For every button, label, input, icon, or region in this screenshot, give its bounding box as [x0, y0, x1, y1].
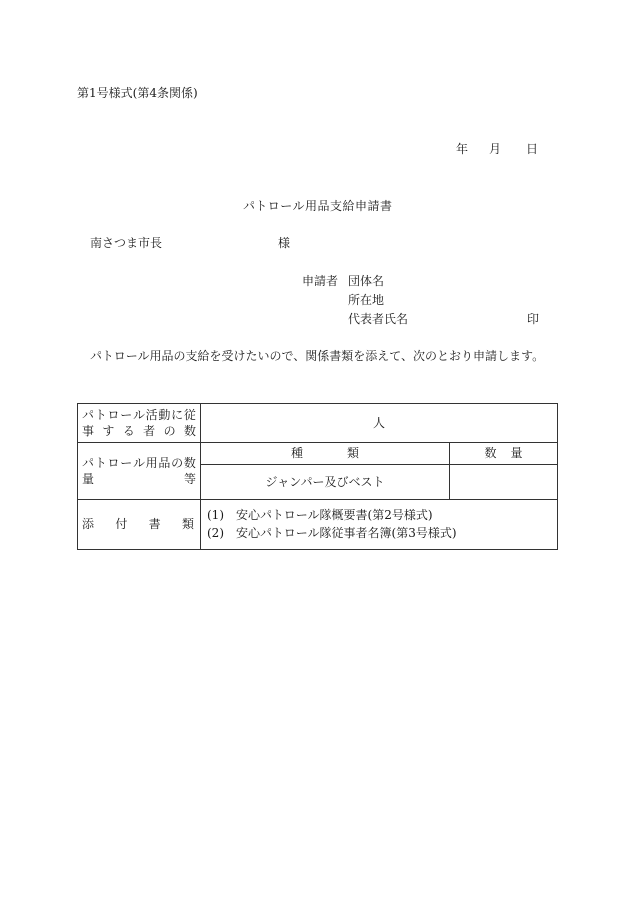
label-char: 書	[148, 517, 161, 532]
header-char: 数	[484, 446, 497, 461]
date-day-label: 日	[526, 142, 539, 156]
label-char: 等	[183, 472, 196, 486]
label-char: ロ	[107, 407, 120, 422]
label-char: の	[171, 455, 184, 470]
attachments-list	[201, 500, 558, 550]
workers-label-line2	[82, 423, 196, 439]
label-char: 事	[82, 424, 95, 438]
workers-count-row	[78, 404, 558, 443]
label-char: 添	[82, 517, 95, 532]
label-char: 品	[158, 455, 171, 470]
attachments-row	[78, 500, 558, 550]
addressee-name: 南さつま市長	[90, 236, 163, 250]
label-char: ル	[132, 407, 145, 422]
date-month-label: 月	[489, 142, 502, 156]
group-name-label: 団体名	[348, 274, 385, 288]
quantity-column-header	[450, 443, 558, 465]
label-char: ト	[94, 407, 107, 422]
attachment-item: (2) 安心パトロール隊従事者名簿(第3号様式)	[207, 525, 457, 540]
form-number: 第1号様式(第4条関係)	[77, 86, 198, 100]
attachment-item: (1) 安心パトロール隊概要書(第2号様式)	[207, 508, 433, 523]
seal-mark: 印	[527, 312, 540, 326]
label-char: パ	[82, 455, 95, 470]
label-char: 動	[158, 407, 171, 422]
workers-count-field[interactable]	[201, 404, 558, 443]
document-title: パトロール用品支給申請書	[243, 199, 393, 213]
label-char: 数	[183, 455, 196, 470]
label-char: ト	[94, 455, 107, 470]
label-char: ル	[132, 455, 145, 470]
label-char: ー	[120, 407, 133, 422]
representative-name-label: 代表者氏名	[348, 312, 409, 326]
application-statement: パトロール用品の支給を受けたいので、関係書類を添えて、次のとおり申請します。	[90, 349, 545, 363]
date-year-label: 年	[456, 142, 469, 156]
label-char: ロ	[107, 455, 120, 470]
addressee-honorific: 様	[278, 236, 291, 250]
label-char: 活	[145, 407, 158, 422]
kind-column-header	[201, 443, 450, 465]
label-char: 用	[145, 455, 158, 470]
label-char: 付	[115, 517, 128, 532]
item-quantity-field[interactable]	[450, 465, 558, 500]
label-char: 者	[143, 424, 156, 438]
items-quantity-label	[78, 443, 201, 500]
label-char: の	[163, 424, 176, 438]
header-char: 量	[510, 446, 523, 461]
label-char: ー	[120, 455, 133, 470]
items-label-line2	[82, 471, 196, 487]
workers-label-line1	[82, 407, 196, 423]
label-char: 数	[183, 424, 196, 438]
items-label-line1	[82, 455, 196, 471]
label-char: 従	[183, 407, 196, 422]
label-char: パ	[82, 407, 95, 422]
unit-person: 人	[373, 415, 386, 430]
label-char: る	[122, 424, 135, 438]
label-char: 量	[82, 472, 95, 486]
workers-count-label	[78, 404, 201, 443]
item-name: ジャンパー及びベスト	[201, 465, 450, 500]
header-char: 類	[347, 446, 360, 461]
attachments-label	[78, 500, 201, 550]
header-char: 種	[290, 446, 303, 461]
label-char: に	[171, 407, 184, 422]
application-table	[77, 403, 558, 550]
applicant-label: 申請者	[302, 274, 339, 288]
items-header-row	[78, 443, 558, 465]
label-char: す	[102, 424, 115, 438]
location-label: 所在地	[348, 293, 385, 307]
label-char: 類	[181, 517, 194, 532]
